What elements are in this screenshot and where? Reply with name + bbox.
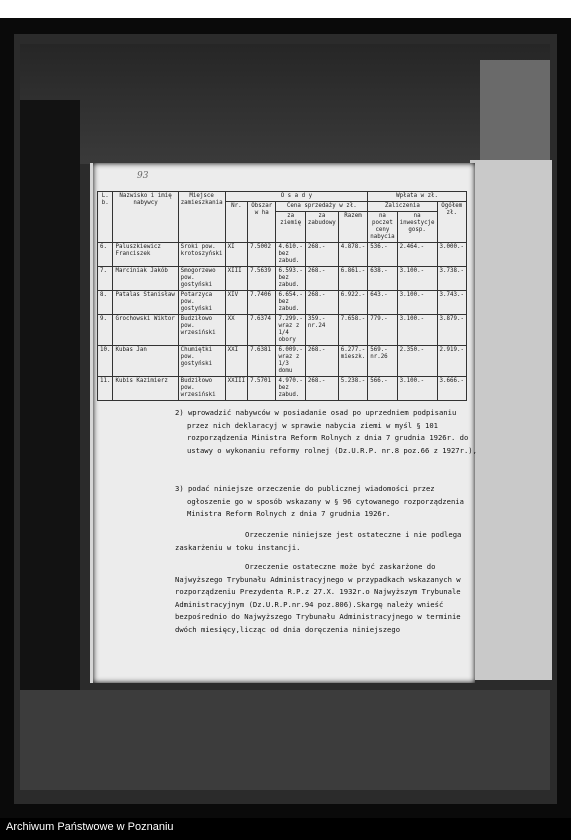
- table-row: [98, 267, 467, 291]
- cell-area: 7.5639: [248, 267, 276, 291]
- cell-place: Smogorzewo pow. gostyński: [178, 267, 225, 291]
- cell-lp: 7.: [98, 267, 113, 291]
- cell-nr: XI: [225, 243, 247, 267]
- cell-land: 6.654.- bez zabud.: [276, 291, 305, 315]
- cell-grand: 3.879.-: [437, 315, 466, 346]
- table-row: [98, 291, 467, 315]
- cell-buildings: 359.- nr.24: [305, 315, 338, 346]
- header-group-osady: O s a d y: [225, 192, 368, 202]
- cell-acquisition: 638.-: [368, 267, 397, 291]
- table-row: [98, 243, 467, 267]
- cell-grand: 3.666.-: [437, 377, 466, 401]
- cell-lp: 8.: [98, 291, 113, 315]
- cell-grand: 3.743.-: [437, 291, 466, 315]
- header-land: za ziemię: [276, 212, 305, 243]
- cell-name: Kubas Jan: [113, 346, 178, 377]
- header-grand: Ogółem zł.: [437, 202, 466, 243]
- header-area: Obszar w ha: [248, 202, 276, 243]
- header-group-cena: Cena sprzedaży w zł.: [276, 202, 368, 212]
- header-place: Miejsce zamieszkania: [178, 192, 225, 243]
- cell-grand: 2.919.-: [437, 346, 466, 377]
- cell-total: 6.277.- mieszk.: [338, 346, 367, 377]
- cell-grand: 3.738.-: [437, 267, 466, 291]
- cell-nr: XX: [225, 315, 247, 346]
- cell-name: Grochowski Wiktor: [113, 315, 178, 346]
- cell-lp: 6.: [98, 243, 113, 267]
- cell-total: 6.861.-: [338, 267, 367, 291]
- header-name: Nazwisko i imię nabywcy: [113, 192, 178, 243]
- cell-total: 6.922.-: [338, 291, 367, 315]
- header-group-zaliczenia: Zaliczenia: [368, 202, 437, 212]
- cell-name: Patalas Stanisław: [113, 291, 178, 315]
- background-wall: [20, 44, 550, 164]
- paragraph-2: 2) wprowadzić nabywców w posiadanie osad po uprzedniem podpisaniu przez nich deklaracyj w sprawie nabycia ziemi w myśl § 101 rozporządzenia Ministra Reform Rolnych z dnia 7 grudnia 1926r. do ustawy o wykonaniu reformy rolnej (Dz.U.R.P. nr.8 poz.66 z 1927r.),: [175, 408, 477, 455]
- header-lp: L. b.: [98, 192, 113, 243]
- cell-land: 7.299.- wraz z 1/4 obory: [276, 315, 305, 346]
- cell-acquisition: 779.-: [368, 315, 397, 346]
- cell-place: Chumiętki pow. gostyński: [178, 346, 225, 377]
- cell-lp: 9.: [98, 315, 113, 346]
- document-page: [90, 163, 475, 683]
- cell-nr: XXIII: [225, 377, 247, 401]
- cell-area: 7.7406: [248, 291, 276, 315]
- cell-investment: 3.100.-: [397, 267, 437, 291]
- cell-investment: 3.100.-: [397, 291, 437, 315]
- cell-place: Budziłowo pow. wrzesiński: [178, 315, 225, 346]
- cell-investment: 2.350.-: [397, 346, 437, 377]
- left-shadow: [20, 100, 80, 700]
- cell-area: 7.6374: [248, 315, 276, 346]
- bottom-surface: [20, 690, 550, 790]
- cell-investment: 3.100.-: [397, 315, 437, 346]
- table-row: [98, 377, 467, 401]
- cell-name: Marciniak Jakób: [113, 267, 178, 291]
- cell-land: 6.593.- bez zabud.: [276, 267, 305, 291]
- header-group-wplata: Wpłata w zł.: [368, 192, 467, 202]
- cell-nr: XXI: [225, 346, 247, 377]
- cell-buildings: 268.-: [305, 267, 338, 291]
- cell-land: 6.009.- wraz z 1/3 domu: [276, 346, 305, 377]
- cell-total: 5.238.-: [338, 377, 367, 401]
- cell-acquisition: 566.-: [368, 377, 397, 401]
- cell-total: 7.658.-: [338, 315, 367, 346]
- cell-area: 7.6381: [248, 346, 276, 377]
- cell-lp: 11.: [98, 377, 113, 401]
- cell-place: Potarzyca pow. gostyński: [178, 291, 225, 315]
- header-total: Razem: [338, 212, 367, 243]
- table-row: [98, 315, 467, 346]
- archive-footer: [0, 818, 571, 840]
- cell-place: Budziłowo pow. wrzesiński: [178, 377, 225, 401]
- cell-name: Paluszkiewicz Franciszek: [113, 243, 178, 267]
- cell-land: 4.970.- bez zabud.: [276, 377, 305, 401]
- cell-place: Sroki pow. krotoszyński: [178, 243, 225, 267]
- header-buildings: za zabudowy: [305, 212, 338, 243]
- cell-buildings: 268.-: [305, 377, 338, 401]
- archive-label: Archiwum Państwowe w Poznaniu: [6, 821, 174, 833]
- cell-buildings: 268.-: [305, 346, 338, 377]
- paragraph-final: Orzeczenie niniejsze jest ostateczne i nie podlega zaskarżeniu w toku instancji.: [175, 530, 462, 552]
- film-edge: [0, 0, 571, 18]
- table-row: [98, 346, 467, 377]
- handwritten-page-number: 93: [137, 171, 149, 181]
- right-upper-strip: [480, 60, 550, 170]
- paragraph-3: 3) podać niniejsze orzeczenie do publicznej wiadomości przez ogłoszenie go w sposób wskazany w § 96 cytowanego rozporządzenia Ministra Reform Rolnych z dnia 7 grudnia 1926r.: [175, 484, 464, 518]
- header-acquisition: na poczet ceny nabycia: [368, 212, 397, 243]
- cell-buildings: 268.-: [305, 243, 338, 267]
- cell-land: 4.610.- bez zabud.: [276, 243, 305, 267]
- cell-area: 7.5002: [248, 243, 276, 267]
- cell-investment: 3.100.-: [397, 377, 437, 401]
- paragraph-appeal: Orzeczenie ostateczne może być zaskarżone do Najwyższego Trybunału Administracyjnego w przypadkach wskazanych w rozporządzeniu Prezydenta R.P.z 27.X. 1932r.o Najwyższym Trybunale Administracyjnym (Dz.U.R.P.nr.94 poz.806).Skargę należy wnieść bezpośrednio do Najwyższego Trybunału Administracyjnego w terminie dwóch miesięcy,licząc od dnia doręczenia niniejszego: [175, 562, 461, 634]
- cell-investment: 2.464.-: [397, 243, 437, 267]
- cell-buildings: 268.-: [305, 291, 338, 315]
- settlement-table: [97, 191, 467, 401]
- header-investment: na inwestycje gosp.: [397, 212, 437, 243]
- header-nr: Nr.: [225, 202, 247, 243]
- cell-lp: 10.: [98, 346, 113, 377]
- cell-nr: XIV: [225, 291, 247, 315]
- cell-acquisition: 569.- nr.26: [368, 346, 397, 377]
- cell-name: Kubis Kazimierz: [113, 377, 178, 401]
- cell-total: 4.878.-: [338, 243, 367, 267]
- cell-acquisition: 643.-: [368, 291, 397, 315]
- cell-grand: 3.000.-: [437, 243, 466, 267]
- cell-nr: XIII: [225, 267, 247, 291]
- cell-area: 7.5701: [248, 377, 276, 401]
- adjacent-page: [470, 160, 552, 680]
- cell-acquisition: 536.-: [368, 243, 397, 267]
